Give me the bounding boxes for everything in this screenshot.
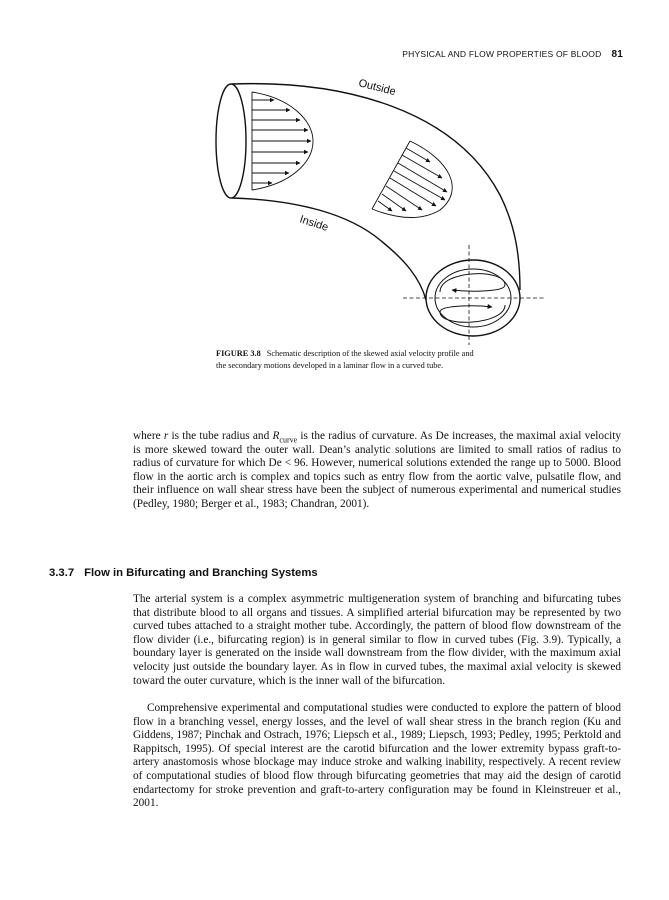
paragraph-arterial-system: The arterial system is a complex asymmetric multigeneration system of branching and bifurcating tubes that distribute blood to all organs and tissues. A simplified arterial bifurcation may be represented by two curved tubes attached to a straight mother tube. Accordingly, the pattern of blood flow downstream of the flow divider (i.e., bifurcating region) is in general similar to flow in curved tubes (Fig. 3.9). Typically, a boundary layer is generated on the inside wall downstream from the flow divider, with the maximum axial velocity just outside the boundary layer. As in flow in curved tubes, the maximal axial velocity is skewed toward the outer curvature, which is the inner wall of the bifurcation. [133,593,621,687]
inlet-cross-section [216,84,246,198]
page-number: 81 [611,49,623,60]
figure-curved-tube [0,0,669,345]
symbol-R-subscript: curve [279,435,298,445]
para1-text-a: where [133,430,164,442]
skewed-velocity-profile [372,141,452,217]
label-outside: Outside [357,77,397,99]
label-inside: Inside [298,213,330,234]
running-title: PHYSICAL AND FLOW PROPERTIES OF BLOOD [402,49,602,59]
inlet-velocity-profile [252,92,313,190]
figure-caption [216,348,556,372]
symbol-r: r [163,430,169,442]
caption-line2: the secondary motions developed in a laminar flow in a curved tube. [216,361,444,370]
caption-line1: Schematic description of the skewed axial velocity profile and [266,349,474,358]
tube-inner-wall [232,198,426,300]
outlet-cross-section [426,260,520,336]
section-number: 3.3.7 [49,567,75,579]
tube-outer-wall [232,84,520,290]
caption-label: FIGURE 3.8 [216,349,261,358]
para1-text-b: is the tube radius and [168,430,273,442]
para1-text-c: is the radius of curvature. As De increases, the maximal axial velocity is more skewed toward the outer wall. Dean’s analytic solutions are limited to small ratios of radius to radius of curvature for which De < 96. However, numerical solutions extended the range up to 5000. Blood flow in the aortic arch is complex and topics such as entry flow from the aortic valve, pulsatile flow, and their influence on wall shear stress have been the subject of numerous experimental and numerical studies (Pedley, 1980; Berger et al., 1983; Chandran, 2001). [133,430,622,510]
paragraph-curvature [133,430,621,512]
section-heading [49,567,318,579]
paragraph-studies: Comprehensive experimental and computational studies were conducted to explore the pattern of blood flow in a branching vessel, energy losses, and the level of wall shear stress in the branch region (Ku and Giddens, 1987; Pinchak and Ostrach, 1976; Liepsch et al., 1989; Liepsch, 1993; Pedley, 1995; Perktold and Rappitsch, 1995). Of special interest are the carotid bifurcation and the lower extremity bypass graft-to-artery anastomosis whose blockage may induce stroke and walking inability, respectively. A recent review of computational studies of blood flow through bifurcating geometries that may aid the design of carotid endartectomy for stroke prevention and graft-to-artery configuration may be found in Kleinstreuer et al., 2001. [133,702,621,810]
symbol-R: R [272,430,280,442]
section-title: Flow in Bifurcating and Branching Systems [84,567,318,579]
